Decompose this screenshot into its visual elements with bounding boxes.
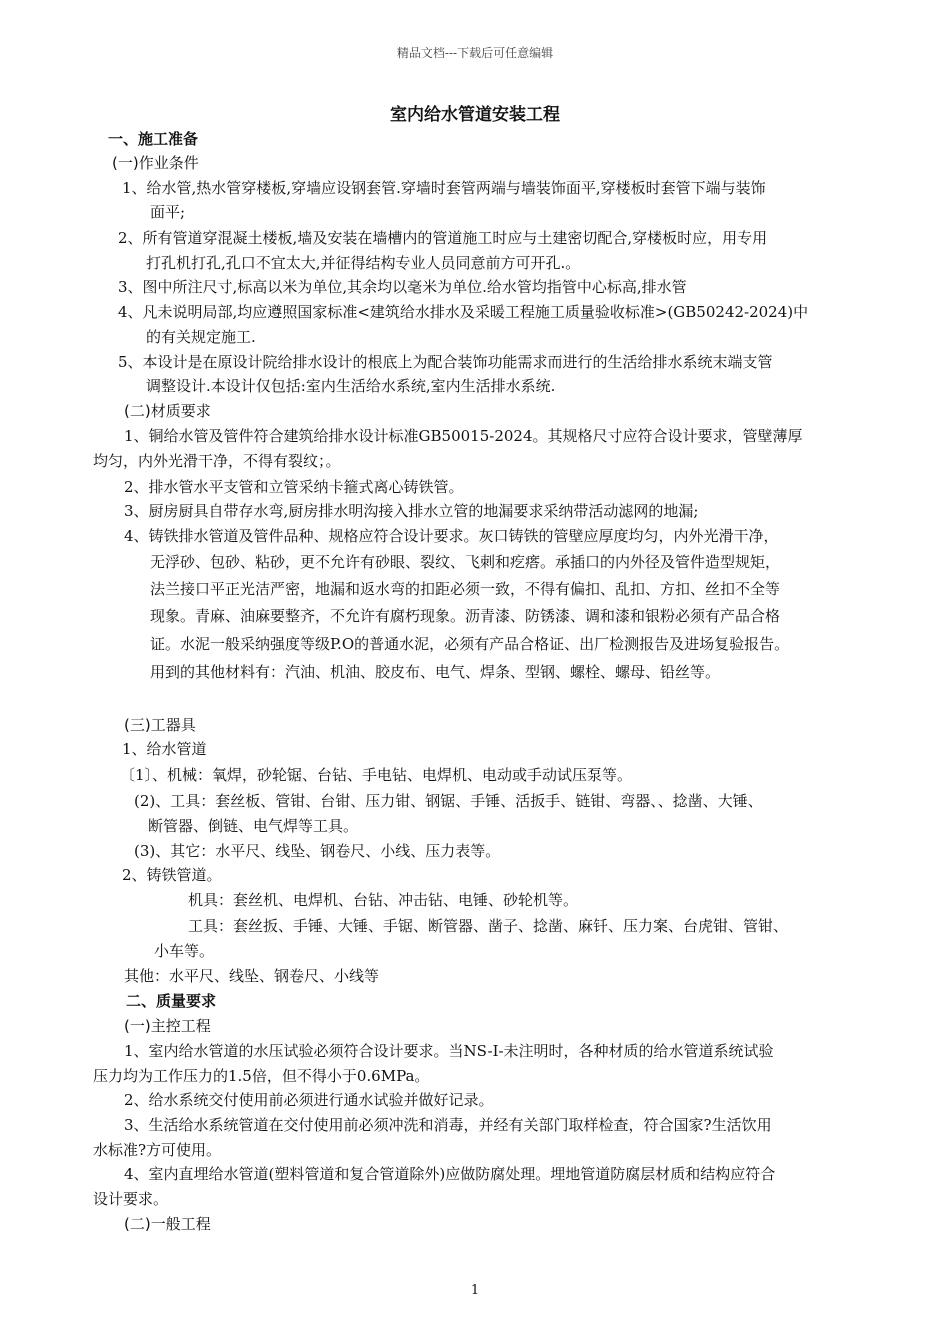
paragraph-line: 2、给水系统交付使用前必须进行通水试验并做好记录。	[124, 1091, 494, 1109]
paragraph-line: 2、所有管道穿混凝土楼板,墙及安装在墙槽内的管道施工时应与土建密切配合,穿楼板时应，用专用	[118, 229, 768, 247]
paragraph-line: 均匀，内外光滑干净，不得有裂纹；。	[93, 452, 341, 470]
paragraph-line: (2)、工具：套丝板、管钳、台钳、压力钳、钢锯、手锤、活扳手、链钳、弯器、、捻凿、大锤、	[134, 792, 763, 810]
subsection-heading: (一)作业条件	[112, 154, 199, 172]
paragraph-line: 证。水泥一般采纳强度等级P.O的普通水泥，必须有产品合格证、出厂检测报告及进场复验报告。	[150, 635, 790, 653]
paragraph-line: 其他：水平尺、线坠、钢卷尺、小线等	[124, 967, 380, 985]
paragraph-line: 面平;	[150, 203, 186, 221]
paragraph-line: 4、凡未说明局部,均应遵照国家标准<建筑给水排水及采暖工程施工质量验收标准>(GB50242-2024)中	[118, 303, 809, 321]
paragraph-line: 1、给水管,热水管穿楼板,穿墙应设钢套管.穿墙时套管两端与墙装饰面平,穿楼板时套管下端与装饰	[122, 179, 766, 197]
paragraph-line: 用到的其他材料有：汽油、机油、胶皮布、电气、焊条、型钢、螺栓、螺母、铅丝等。	[150, 663, 721, 681]
paragraph-line: 〔1〕、机械：氧焊，砂轮锯、台钻、手电钻、电焊机、电动或手动试压泵等。	[120, 766, 633, 784]
page-number: 1	[470, 1283, 480, 1298]
paragraph-line: 3、生活给水系统管道在交付使用前必须冲洗和消毒，并经有关部门取样检查，符合国家?生活饮用	[124, 1116, 772, 1134]
paragraph-line: 工具：套丝扳、手锤、大锤、手锯、断管器、凿子、捻凿、麻钎、压力案、台虎钳、管钳、	[188, 917, 789, 935]
document-title: 室内给水管道安装工程	[390, 105, 560, 125]
paragraph-line: 1、铜给水管及管件符合建筑给排水设计标准GB50015-2024。其规格尺寸应符合设计要求，管壁薄厚	[124, 427, 803, 445]
paragraph-line: 断管器、倒链、电气焊等工具。	[148, 817, 359, 835]
paragraph-line: 现象。青麻、油麻要整齐，不允许有腐朽现象。沥青漆、防锈漆、调和漆和银粉必须有产品合格	[150, 607, 781, 625]
paragraph-line: 无浮砂、包砂、粘砂，更不允许有砂眼、裂纹、飞刺和疙瘩。承插口的内外径及管件造型规矩，	[150, 553, 781, 571]
subsection-heading: (二)一般工程	[124, 1215, 211, 1233]
subsection-heading: (三)工器具	[124, 716, 196, 734]
paragraph-line: 水标准?方可使用。	[93, 1141, 222, 1159]
section-heading: 二、质量要求	[126, 992, 217, 1010]
subsection-heading: (二)材质要求	[124, 402, 211, 420]
paragraph-line: 机具：套丝机、电焊机、台钻、冲击钻、电锤、砂轮机等。	[188, 891, 579, 909]
paragraph-line: 1、室内给水管道的水压试验必须符合设计要求。当NS-I-未注明时，各种材质的给水管道系统试验	[124, 1042, 774, 1060]
paragraph-line: 3、厨房厨具自带存水弯,厨房排水明沟接入排水立管的地漏要求采纳带活动滤网的地漏;	[124, 502, 699, 520]
page-header: 精品文档---下载后可任意编辑	[396, 46, 554, 60]
paragraph-line: 法兰接口平正光洁严密，地漏和返水弯的扣距必须一致，不得有偏扣、乱扣、方扣、丝扣不全等	[150, 580, 781, 598]
paragraph-line: 调整设计.本设计仅包括:室内生活给水系统,室内生活排水系统.	[146, 377, 556, 395]
paragraph-line: 3、图中所注尺寸,标高以米为单位,其余均以毫米为单位.给水管均指管中心标高,排水管	[118, 278, 687, 296]
paragraph-line: 的有关规定施工.	[146, 328, 256, 346]
paragraph-line: 4、室内直埋给水管道(塑料管道和复合管道除外)应做防腐处理。埋地管道防腐层材质和结构应符合	[124, 1165, 776, 1183]
paragraph-line: 1、给水管道	[122, 740, 207, 758]
paragraph-line: 小车等。	[154, 942, 215, 960]
subsection-heading: (一)主控工程	[124, 1017, 211, 1035]
paragraph-line: 4、铸铁排水管道及管件品种、规格应符合设计要求。灰口铸铁的管壁应厚度均匀，内外光滑干净，	[124, 527, 779, 545]
paragraph-line: (3)、其它：水平尺、线坠、钢卷尺、小线、压力表等。	[134, 842, 501, 860]
paragraph-line: 2、铸铁管道。	[122, 866, 222, 884]
section-heading: 一、施工准备	[108, 130, 199, 148]
paragraph-line: 压力均为工作压力的1.5倍，但不得小于0.6MPa。	[93, 1067, 430, 1085]
paragraph-line: 2、排水管水平支管和立管采纳卡箍式离心铸铁管。	[124, 478, 464, 496]
paragraph-line: 5、本设计是在原设计院给排水设计的根底上为配合装饰功能需求而进行的生活给排水系统末端支管	[118, 353, 773, 371]
paragraph-line: 打孔机打孔,孔口不宜太大,并征得结构专业人员同意前方可开孔.。	[146, 254, 581, 272]
paragraph-line: 设计要求。	[93, 1190, 169, 1208]
